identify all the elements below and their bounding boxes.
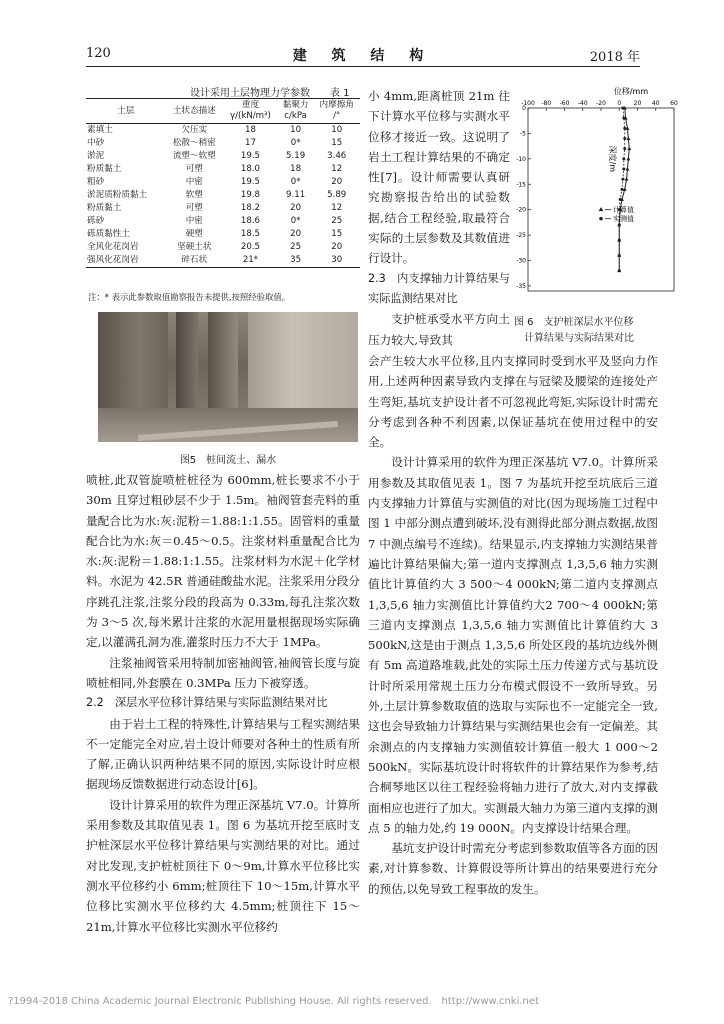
table-cell: 19.5	[240, 151, 261, 161]
table-cell: 硬塑	[185, 229, 203, 239]
x-tick-label: 0	[617, 100, 622, 107]
y-tick-label: -25	[516, 232, 526, 240]
section-heading-2-3: 2.3 内支撑轴力计算结果与实际监测结果对比	[368, 271, 510, 305]
page-number: 120	[86, 46, 111, 61]
legend-marker	[599, 217, 603, 221]
table-cell: 软塑	[185, 190, 203, 200]
data-point	[621, 107, 624, 110]
table-cell: 坚硬土状	[177, 242, 212, 252]
table-header-cell: 重度 γ/(kN/m³)	[223, 99, 278, 124]
table-cell: 欠压实	[181, 125, 208, 135]
table-row	[86, 163, 360, 176]
table-cell: 19.8	[240, 190, 261, 200]
table-cell: 淤泥	[87, 151, 105, 161]
table-header-cell: 内摩擦角 /°	[313, 99, 360, 124]
data-point	[618, 223, 621, 226]
x-tick-label: 40	[651, 100, 660, 107]
section-heading-2-2: 2.2 深层水平位移计算结果与实际监测结果对比	[86, 696, 328, 710]
table-row	[86, 150, 360, 163]
page-header	[86, 44, 640, 67]
paragraph: 喷桩,此双管旋喷桩桩径为 600mm,桩长要求不小于 30m 且穿过粗砂层不少于 1.5m。袖阀管套壳料的重量配合比为水:灰:泥粉＝1.88:1:1.55。固管料的重量配合比为水:灰＝0.45～0.5。注浆材料重量配合比为水:灰:泥粉＝1.88:1:1.55。注浆材料为水泥＋化学材料。水泥为 42.5R 普通硅酸盐水泥。注浆采用分段分序跳孔注浆,注浆分段的段高为 0.33m,每孔注浆次数为 3～5 次,每米累计注浆的水泥用量根据现场实际确定,以灌满孔洞为准,灌浆时压力不大于 1MPa。	[86, 473, 360, 650]
table-cell: 5.89	[327, 190, 347, 200]
table-row	[86, 228, 360, 241]
table-cell: 18.6	[240, 216, 261, 226]
y-tick-label: -10	[516, 155, 526, 163]
x-tick-label: -80	[541, 100, 552, 107]
paragraph: 支护桩承受水平方向土压力较大,导致其	[368, 312, 510, 347]
table-note: 注：* 表示此参数取值勘察报告未提供,按照经验取值。	[88, 292, 291, 302]
data-point	[623, 127, 626, 130]
table-cell: 粉质黏土	[87, 203, 122, 213]
table-row	[86, 215, 360, 228]
table-cell: 19.5	[240, 177, 261, 187]
legend-label: 实测值	[613, 215, 634, 224]
table-row	[86, 137, 360, 150]
table-cell: 12	[331, 203, 343, 213]
table-cell: 35	[278, 254, 314, 268]
figure5-photo	[98, 312, 358, 442]
figure6-caption-line2: 计算结果与实际结果对比	[524, 333, 634, 344]
table-number: 表 1	[330, 88, 350, 99]
table-caption: 设计采用土层物理力学参数	[190, 88, 310, 99]
table-cell: 砾砂	[87, 216, 105, 226]
table-cell: 15	[331, 138, 343, 148]
table-cell: 可塑	[185, 203, 203, 213]
y-axis-label: 深度/m	[608, 145, 618, 173]
table-row	[86, 241, 360, 254]
x-tick-label: 20	[633, 100, 642, 107]
journal-title: 建 筑 结 构	[292, 48, 434, 64]
data-point	[622, 157, 625, 160]
table-cell: 18	[290, 164, 302, 174]
table-cell: 粉质黏土	[87, 164, 122, 174]
table-row	[86, 202, 360, 215]
data-point	[618, 239, 621, 242]
table-header-cell: 土层	[86, 99, 166, 124]
table-cell: 10	[290, 125, 302, 135]
table-cell: 18	[244, 125, 256, 135]
paragraph: 基坑支护设计时需充分考虑到参数取值等各方面的因素,对计算参数、计算假设等所计算出的结果要进行充分的预估,以免导致工程事故的发生。	[368, 841, 658, 896]
table-cell: 25	[290, 242, 302, 252]
plot-frame	[528, 108, 674, 291]
copyright-footer: ?1994-2018 China Academic Journal Electronic Publishing House. All rights reserved. http://www.cnki.net	[8, 996, 539, 1007]
data-point	[623, 147, 626, 150]
table-header-cell: 黏聚力 c/kPa	[278, 99, 314, 124]
paragraph: 注浆袖阀管采用特制加密袖阀管,袖阀管长度与旋喷桩相同,外套膜在 0.3MPa 压力下被穿透。	[86, 655, 360, 690]
right-column	[368, 351, 658, 899]
x-axis-label: 位移/mm	[613, 87, 649, 96]
table-cell: 0*	[290, 138, 301, 148]
paragraph: 小 4mm,距离桩顶 21m 往下计算水平位移与实测水平位移才接近一致。这说明了岩土工程计算结果的不确定性[7]。设计师需要认真研究勘察报告给出的试验数据,结合工程经验,取最符合实际的土层参数及其数值进行设计。	[368, 89, 510, 266]
table-cell: 15	[331, 229, 343, 239]
table-cell: 18.0	[240, 164, 261, 174]
table-cell: 9.11	[286, 190, 306, 200]
data-point	[626, 157, 630, 161]
legend-label: 计算值	[613, 206, 634, 215]
table-cell: 中砂	[87, 138, 105, 148]
figure5-caption: 图5 桩间流土、漏水	[179, 455, 277, 466]
table-cell: 0*	[290, 177, 301, 187]
table-cell: 3.46	[327, 151, 347, 161]
paragraph: 会产生较大水平位移,且内支撑同时受到水平及竖向力作用,上述两种因素导致内支撑在与冠梁及腰梁的连接处产生弯矩,基坑支护设计者不可忽视此弯矩,实际设计时需充分考虑到各种不利因素,以保证基坑在使用过程中的安全。	[368, 354, 658, 450]
y-tick-label: -20	[516, 206, 526, 214]
x-tick-label: 60	[670, 100, 678, 107]
table-cell: 20	[331, 242, 343, 252]
figure6-caption	[514, 315, 684, 347]
data-point	[619, 198, 622, 201]
data-point	[618, 269, 621, 272]
year: 2018 年	[589, 50, 640, 65]
x-tick-label: -40	[577, 100, 588, 107]
data-point	[625, 177, 629, 181]
legend-marker	[599, 207, 604, 211]
table-row	[86, 189, 360, 202]
paragraph: 由于岩土工程的特殊性,计算结果与工程实测结果不一定能完全对应,岩土设计师要对各种土的性质有所了解,正确认识两种结果不同的原因,实际设计时应根据现场反馈数据进行动态设计[6]。	[86, 716, 360, 792]
table-cell: 强风化花岗岩	[86, 254, 166, 268]
table-cell: 全风化花岗岩	[87, 242, 139, 252]
x-tick-label: -100	[521, 100, 535, 107]
table-cell: 0*	[290, 216, 301, 226]
data-point	[623, 137, 626, 140]
table-cell: 17	[244, 138, 256, 148]
y-tick-label: -15	[516, 181, 526, 189]
table-cell: 20	[290, 229, 302, 239]
table-cell: 淤泥质粉质黏土	[87, 190, 148, 200]
paragraph: 设计计算采用的软件为理正深基坑 V7.0。计算所采用参数及其取值见表 1。图 6 为基坑开挖至底时支护桩深层水平位移计算结果与实测结果的对比。通过对比发现,支护桩桩顶往下 0～9m,计算水平位移比实测水平位移约小 6mm;桩顶往下 10～15m,计算水平位移比实测水平位移约大 4.5mm;桩顶往下 15～21m,计算水平位移比实测水平位移约	[86, 797, 360, 934]
right-column-top	[368, 86, 510, 350]
table-cell: 12	[331, 164, 343, 174]
y-tick-label: 0	[522, 105, 526, 112]
table-header-cell: 土状态描述	[166, 99, 224, 124]
paragraph: 设计计算采用的软件为理正深基坑 V7.0。计算所采用参数及其取值见表 1。图 7 为基坑开挖至坑底后三道内支撑轴力计算值与实测值的对比(因为现场施工过程中图 1 中部分测点遭到破坏,没有测得此部分测点数据,故图 7 中测点编号不连续)。结果显示,内支撑轴力实测结果普遍比计算结果偏大;第一道内支撑测点 1,3,5,6 轴力实测值比计算值约大 3 500～4 000kN;第二道内支撑测点 1,3,5,6 轴力实测值比计算值约大2 700～4 000kN;第三道内支撑测点 1,3,5,6 轴力实测值比计算值约大 3 500kN,这是由于测点 1,3,5,6 所处区段的基坑边线外侧有 5m 高道路堆载,此处的实际土压力传递方式与基坑设计时所采用常规土压力分布模式假设不一致所导致。另外,土层计算参数取值的选取与实际也不一定能完全一致,这也会导致轴力计算结果与实测结果也会有一定偏差。其余测点的内支撑轴力实测值较计算值一般大 1 000～2 500kN。实际基坑设计时将软件的计算结果作为参考,结合桐琴地区以往工程经验将轴力进行了放大,对内支撑截面相应也进行了加大。实测最大轴力为第三道内支撑的测点 5 的轴力处,约 19 000N。内支撑设计结果合理。	[368, 455, 658, 835]
table-cell: 可塑	[185, 164, 203, 174]
table-row	[86, 254, 360, 268]
y-tick-label: -30	[516, 257, 526, 265]
figure6-caption-line1: 图 6 支护桩深层水平位移	[514, 317, 634, 328]
table-cell: 25	[331, 216, 343, 226]
table-cell: 18.2	[240, 203, 261, 213]
y-tick-label: -5	[520, 130, 526, 138]
table-cell: 中密	[185, 216, 203, 226]
table-cell: 20	[290, 203, 302, 213]
table-cell: 碎石状	[166, 254, 224, 268]
figure6-displacement-chart	[514, 86, 684, 311]
table-cell: 10	[331, 125, 343, 135]
x-tick-label: -60	[559, 100, 570, 107]
table-cell: 21*	[223, 254, 278, 268]
soil-parameters-table	[86, 98, 360, 268]
table-cell: 松散～稍密	[172, 138, 216, 148]
table-cell: 粗砂	[87, 177, 105, 187]
data-point	[621, 178, 624, 181]
table-cell: 流塑～软塑	[172, 151, 216, 161]
x-tick-label: -20	[596, 100, 606, 107]
table-cell: 20.5	[240, 242, 261, 252]
data-point	[627, 147, 631, 150]
data-point	[620, 188, 623, 191]
data-point	[625, 167, 629, 171]
table-cell: 素填土	[87, 125, 113, 135]
data-point	[618, 254, 621, 257]
table-cell: 5.19	[286, 151, 306, 161]
table-cell: 18.5	[240, 229, 261, 239]
table-cell: 20	[331, 177, 343, 187]
table-row	[86, 124, 360, 138]
data-point	[622, 117, 625, 120]
table-cell: 中密	[185, 177, 203, 187]
data-point	[626, 137, 630, 141]
data-point	[622, 168, 625, 171]
table-row	[86, 176, 360, 189]
left-column	[86, 470, 360, 937]
table-cell: 30	[313, 254, 360, 268]
table-cell: 砾质黏性土	[87, 229, 130, 239]
y-tick-label: -35	[516, 282, 526, 290]
table-header-row	[86, 99, 360, 124]
